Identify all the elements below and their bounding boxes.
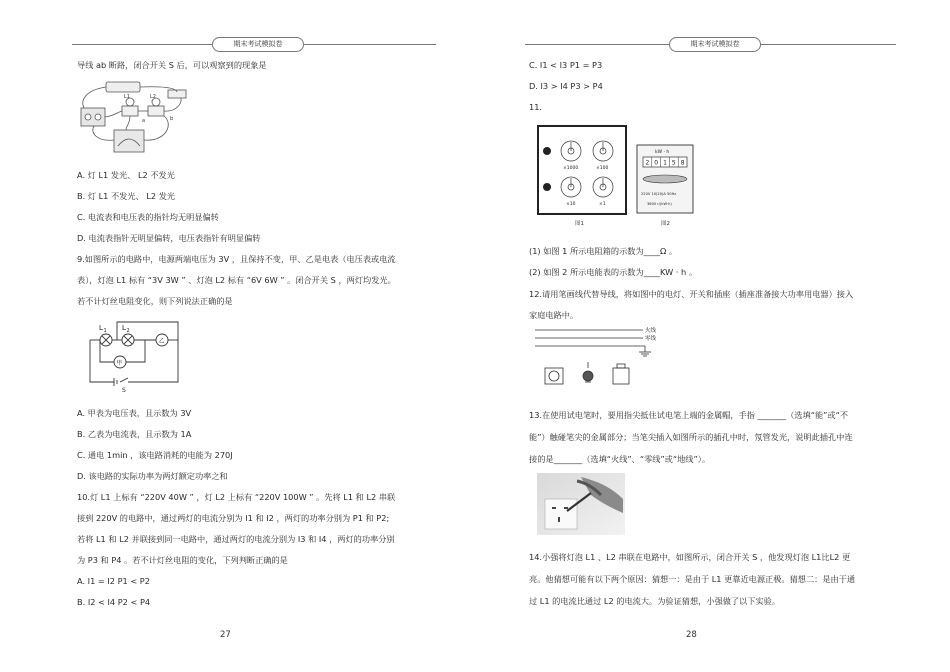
page-header: 期末考试模拟卷 <box>212 37 304 52</box>
svg-text:L1: L1 <box>124 94 130 100</box>
option-d: D. 该电路的实际功率为两灯额定功率之和 <box>77 471 228 481</box>
header-rule-right <box>760 44 896 45</box>
question-text: 10.灯 L1 上标有 “220V 40W ” ，灯 L2 上标有 “220V 100W ” 。先将 L1 和 L2 串联 <box>77 492 396 502</box>
question-text: 14.小强将灯泡 L1 、L2 串联在电路中，如图所示，闭合开关 S ，他发现灯泡 L1比L2 更 <box>529 552 851 562</box>
meter-jia-label: 甲 <box>116 360 123 367</box>
question-text: 能”）触碰笔尖的金属部分；当笔尖插入如图所示的插孔中时，氖管发光，说明此插孔中连 <box>529 432 853 442</box>
figure-1-caption: 图1 <box>575 221 584 227</box>
test-pen-photo <box>537 473 625 535</box>
meter-digit: 2 <box>645 159 650 167</box>
svg-text:b: b <box>170 116 174 122</box>
option-c: C. I1 < I3 P1 = P3 <box>529 60 603 70</box>
question-text: 过 L1 的电流比通过 L2 的电流大。为验证猜想，小强做了以下实验。 <box>529 596 781 606</box>
option-d: D. I3 > I4 P3 > P4 <box>529 81 603 91</box>
l1-label: L <box>99 324 103 332</box>
switch-label: S <box>122 387 126 394</box>
meter-digit: 8 <box>680 159 685 167</box>
option-a: A. I1 = I2 P1 < P2 <box>77 576 150 586</box>
question-text: 接的是_______（选填“火线”、“零线”或“地线”）。 <box>529 454 711 464</box>
question-text: 若将 L1 和 L2 并联接到同一电路中，通过两灯的电流分别为 I3 和 I4 ，两灯的功率分别 <box>77 534 395 544</box>
header-rule-right <box>300 44 436 45</box>
meter-digit: 1 <box>663 159 667 167</box>
l1-sub: 1 <box>103 328 107 334</box>
svg-text:a: a <box>142 118 146 124</box>
circuit-diagram <box>84 318 184 394</box>
option-c: C. 通电 1min ，该电路消耗的电能为 270J <box>77 450 233 460</box>
question-text: (2) 如图 2 所示电能表的示数为____KW · h 。 <box>529 267 698 277</box>
resistance-box-figure <box>537 125 627 230</box>
live-wire-label: 火线 <box>645 328 657 334</box>
dial-10: ×10 <box>566 202 576 207</box>
option-b: B. 灯 L1 不发光、 L2 发光 <box>77 191 176 201</box>
header-rule-left <box>525 44 685 45</box>
meter-yi-label: 乙 <box>159 338 165 345</box>
meter-unit: kW · h <box>655 150 670 155</box>
question-text: 13.在使用试电笔时，要用指尖抵住试电笔上端的金属帽，手指 _______（选填“能”或“不 <box>529 410 849 420</box>
household-wiring-figure <box>533 324 665 392</box>
meter-digit: 5 <box>671 159 676 167</box>
question-text: 9.如图所示的电路中，电源两端电压为 3V ，且保持不变，甲、乙是电表（电压表或电流 <box>77 254 396 264</box>
page-number: 28 <box>686 630 697 640</box>
l2-label: L <box>122 324 126 332</box>
dial-1: ×1 <box>599 202 606 207</box>
energy-meter-figure <box>635 143 695 231</box>
figure-2-caption: 图2 <box>661 221 670 227</box>
question-text: 12.请用笔画线代替导线，将如图中的电灯、开关和插座（插座准备接大功率用电器）接入 <box>529 289 854 299</box>
header-rule-left <box>72 44 234 45</box>
question-number: 11. <box>529 102 543 112</box>
question-text: 家庭电路中。 <box>529 310 579 320</box>
page-header: 期末考试模拟卷 <box>669 37 761 52</box>
option-b: B. 乙表为电流表，且示数为 1A <box>77 429 192 439</box>
l2-sub: 2 <box>126 328 130 334</box>
page-number: 27 <box>220 630 231 640</box>
dial-1000: ×1000 <box>563 166 579 171</box>
dial-100: ×100 <box>596 166 609 171</box>
right-page <box>475 0 950 672</box>
question-text: 表），灯泡 L1 标有 “3V 3W ” 、灯泡 L2 标有 “6V 6W ” 。闭合开关 S ，两灯均发光。 <box>77 275 396 285</box>
meter-constant: 3600 r/(kW·h) <box>647 202 672 206</box>
circuit-apparatus-figure <box>76 80 194 160</box>
option-a: A. 甲表为电压表，且示数为 3V <box>77 408 192 418</box>
question-text: 接到 220V 的电路中，通过两灯的电流分别为 I1 和 I2 ，两灯的功率分别为 P1 和 P2; <box>77 513 390 523</box>
question-text: 亮。他猜想可能有以下两个原因：猜想一：是由于 L1 更靠近电源正极。猜想二：是由于通 <box>529 574 856 584</box>
option-c: C. 电流表和电压表的指针均无明显偏转 <box>77 212 219 222</box>
option-d: D. 电流表指针无明显偏转，电压表指针有明显偏转 <box>77 233 261 243</box>
text-line: 导线 ab 断路，闭合开关 S 后，可以观察到的现象是 <box>77 60 267 70</box>
neutral-wire-label: 零线 <box>645 336 657 342</box>
question-text: 为 P3 和 P4 。若不计灯丝电阻的变化，下列判断正确的是 <box>77 555 288 565</box>
option-b: B. I2 < I4 P2 < P4 <box>77 597 151 607</box>
svg-text:L2: L2 <box>150 94 156 100</box>
question-text: 若不计灯丝电阻变化，则下列说法正确的是 <box>77 296 233 306</box>
option-a: A. 灯 L1 发光、 L2 不发光 <box>77 170 175 180</box>
question-text: (1) 如图 1 所示电阻箱的示数为____Ω 。 <box>529 246 678 256</box>
meter-rating: 220V 10(20)A 50Hz <box>641 192 677 196</box>
meter-digit: 0 <box>654 159 659 167</box>
